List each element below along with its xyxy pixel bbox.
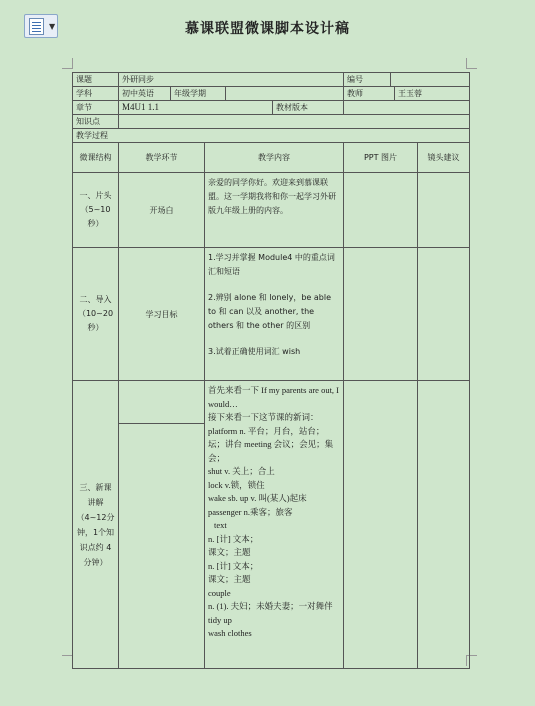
content-line: n. [计] 文本； bbox=[208, 533, 259, 544]
header-camera: 镜头建议 bbox=[418, 143, 470, 173]
content-line: n. (1). 夫妇；未婚夫妻；一对舞伴 bbox=[208, 601, 333, 611]
number-label: 编号 bbox=[344, 73, 391, 86]
corner-mark bbox=[466, 58, 477, 69]
content-line: 接下来看一下这节课的新词： bbox=[208, 412, 319, 422]
content-line: lock v.锁，锁住 bbox=[208, 479, 265, 490]
topic-value[interactable]: 外研同步 bbox=[119, 73, 344, 87]
header-content: 教学内容 bbox=[205, 143, 344, 173]
content-line: passenger n.乘客；旅客 bbox=[208, 506, 293, 517]
knowledge-value[interactable] bbox=[119, 115, 470, 129]
dropdown-arrow-icon: ▼ bbox=[49, 21, 56, 31]
knowledge-label: 知识点 bbox=[73, 115, 119, 129]
content-line: wake sb. up v. 叫(某人)起床 bbox=[208, 493, 307, 503]
content-line: 2.辨别 alone 和 lonely，be able to 和 can 以及 another, the others 和 the other 的区别 bbox=[208, 293, 332, 330]
chapter-value[interactable]: M4U1 1.1 bbox=[119, 101, 273, 114]
subject-value[interactable]: 初中英语 bbox=[119, 87, 171, 100]
topic-label: 课题 bbox=[73, 73, 119, 87]
version-value[interactable] bbox=[344, 101, 470, 115]
number-value[interactable] bbox=[391, 73, 470, 86]
section-ppt[interactable] bbox=[344, 381, 418, 669]
content-line: 1.学习并掌握 Module4 中的重点词汇和短语 bbox=[208, 253, 335, 276]
teacher-label: 教师 bbox=[344, 87, 395, 100]
section-structure: 三、新课讲解（4~12分钟，1个知识点约 4 分钟） bbox=[73, 381, 119, 669]
grade-value[interactable] bbox=[226, 87, 344, 100]
content-line: 3.试着正确使用词汇 wish bbox=[208, 347, 301, 356]
content-line: platform n. 平台；月台，站台；坛；讲台 meeting 会议；会见；集会； bbox=[208, 425, 334, 463]
header-structure: 微课结构 bbox=[73, 143, 119, 173]
section-camera[interactable] bbox=[418, 173, 470, 248]
section-structure: 二、导入（10~20秒） bbox=[73, 248, 119, 381]
content-line: 首先来看一下 If my parents are out, I would… bbox=[208, 385, 340, 409]
content-line: wash clothes bbox=[208, 628, 252, 638]
section-ppt[interactable] bbox=[344, 173, 418, 248]
content-line: 课文；主题 bbox=[208, 574, 251, 584]
content-line: couple bbox=[208, 587, 231, 598]
section-camera[interactable] bbox=[418, 248, 470, 381]
header-segment: 教学环节 bbox=[119, 143, 205, 173]
process-label: 教学过程 bbox=[73, 129, 470, 143]
content-line: tidy up bbox=[208, 614, 232, 625]
teacher-value[interactable]: 王玉蓉 bbox=[398, 89, 422, 98]
section-content[interactable] bbox=[205, 173, 344, 248]
section-structure: 一、片头（5~10秒） bbox=[73, 173, 119, 248]
header-ppt: PPT 图片 bbox=[344, 143, 418, 173]
section-content[interactable] bbox=[205, 381, 344, 669]
corner-mark bbox=[62, 58, 73, 69]
grade-label: 年级学期 bbox=[171, 87, 226, 100]
document-title: 慕课联盟微课脚本设计稿 bbox=[185, 21, 350, 37]
script-form-table bbox=[72, 72, 470, 669]
version-label: 教材版本 bbox=[276, 103, 308, 112]
section-segment: 开场白 bbox=[119, 173, 205, 248]
section-segment: 学习目标 bbox=[119, 248, 205, 381]
section-content[interactable] bbox=[205, 248, 344, 381]
subject-label: 学科 bbox=[73, 87, 119, 101]
content-line: text bbox=[214, 520, 227, 530]
chapter-label: 章节 bbox=[73, 101, 119, 115]
section-ppt[interactable] bbox=[344, 248, 418, 381]
section-segment-split[interactable] bbox=[119, 381, 205, 669]
section-camera[interactable] bbox=[418, 381, 470, 669]
content-line: 课文；主题 bbox=[208, 547, 251, 557]
content-line: n. [计] 文本； bbox=[208, 560, 259, 571]
content-line: shut v. 关上；合上 bbox=[208, 466, 275, 476]
content-line: 亲爱的同学你好。欢迎来到慕课联盟。这一学期我将和你一起学习外研版九年级上册的内容。 bbox=[208, 178, 336, 215]
